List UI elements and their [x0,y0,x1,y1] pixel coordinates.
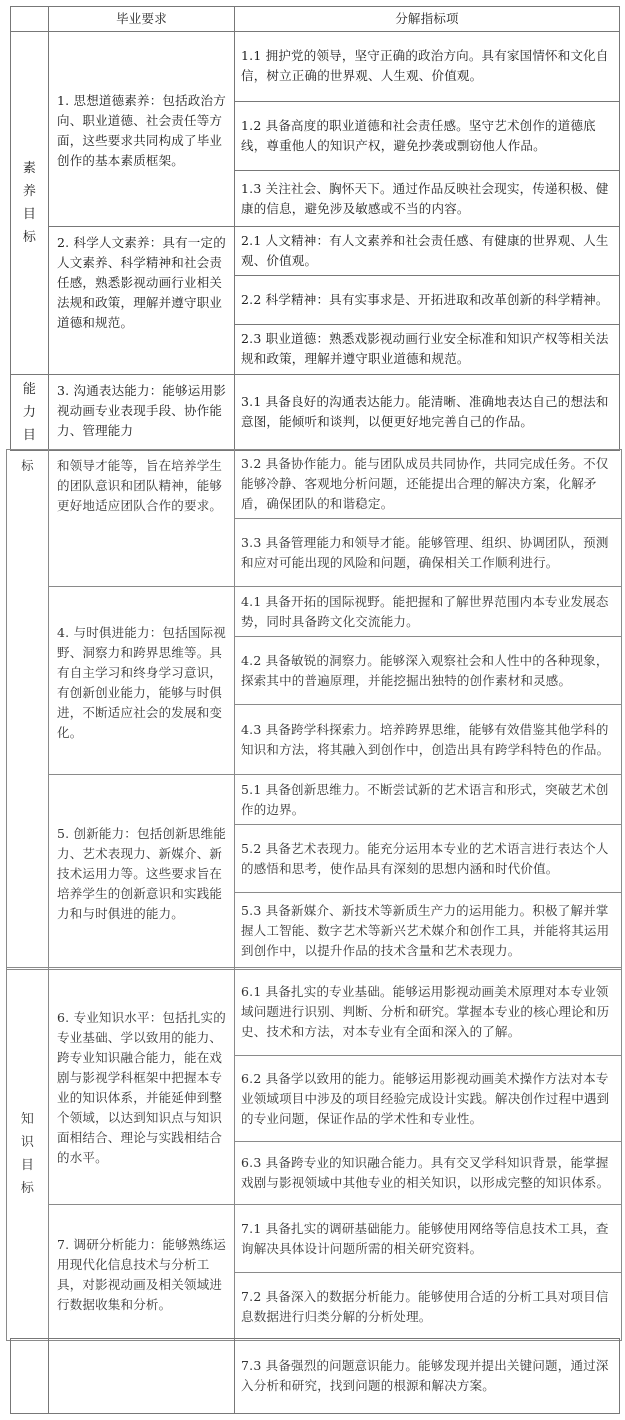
category-ability-top: 能力目 [11,374,49,450]
requirement-2: 2. 科学人文素养：具有一定的人文素养、科学精神和社会责任感，熟悉影视动画行业相关法规和政策，理解并遵守职业道德和规范。 [49,226,235,374]
requirement-3-top: 3. 沟通表达能力：能够运用影视动画专业表现手段、协作能力、管理能力 [49,374,235,450]
header-requirement: 毕业要求 [49,7,235,32]
empty-cell [11,1339,49,1414]
indicator-3-1: 3.1 具备良好的沟通表达能力。能清晰、准确地表达自己的想法和意图，能倾听和谈判，以便更好地完善自己的作品。 [235,374,620,450]
indicator-5-2: 5.2 具备艺术表现力。能充分运用本专业的艺术语言进行表达个人的感悟和思考，使作品具有深刻的思想内涵和时代价值。 [235,825,622,893]
indicator-1-2: 1.2 具备高度的职业道德和社会责任感。坚守艺术创作的道德底线，尊重他人的知识产权，避免抄袭或剽窃他人作品。 [235,101,620,170]
table-row [7,587,622,637]
table-segment-2 [6,449,622,969]
table-row [7,450,622,519]
indicator-6-1: 6.1 具备扎实的专业基础。能够运用影视动画美术原理对本专业领域问题进行识别、判断、分析和研究。掌握本专业的核心理论和历史、技术和方法，对本专业有全面和深入的了解。 [235,968,622,1056]
requirement-1: 1. 思想道德素养：包括政治方向、职业道德、社会责任等方面，这些要求共同构成了毕业创作的基本素质框架。 [49,31,235,226]
indicator-6-2: 6.2 具备学以致用的能力。能够运用影视动画美术操作方法对本专业领域项目中涉及的项目经验完成设计实践。解决创作过程中遇到的专业问题，保证作品的学术性和专业性。 [235,1056,622,1142]
requirement-5: 5. 创新能力：包括创新思维能力、艺术表现力、新媒介、新技术运用力等。这些要求旨在培养学生的创新意识和实践能力和与时俱进的能力。 [49,775,235,970]
table-segment-3 [6,967,622,1340]
category-literacy: 素养目标 [11,31,49,374]
indicator-7-3: 7.3 具备强烈的问题意识能力。能够发现并提出关键问题，通过深入分析和研究，找到问题的根源和解决方案。 [235,1339,620,1414]
requirement-6: 6. 专业知识水平：包括扎实的专业基础、学以致用的能力、跨专业知识融合能力，能在戏剧与影视学科框架中把握本专业的知识体系，并能延伸到整个领域，以达到知识点与知识面相结合、理论与实践相结合的水平。 [49,968,235,1205]
indicator-2-3: 2.3 职业道德：熟悉戏影视动画行业安全标准和知识产权等相关法规和政策，理解并遵守职业道德和规范。 [235,324,620,374]
requirement-7: 7. 调研分析能力：能够熟练运用现代化信息技术与分析工具，对影视动画及相关领域进行数据收集和分析。 [49,1205,235,1341]
table-row [11,374,620,450]
requirement-4: 4. 与时俱进能力：包括国际视野、洞察力和跨界思维等。具有自主学习和终身学习意识，有创新创业能力，能够与时俱进，不断适应社会的发展和变化。 [49,587,235,775]
indicator-7-2: 7.2 具备深入的数据分析能力。能够使用合适的分析工具对项目信息数据进行归类分解的分析处理。 [235,1273,622,1341]
table-row [11,31,620,101]
indicator-2-1: 2.1 人文精神：有人文素养和社会责任感、有健康的世界观、人生观、价值观。 [235,226,620,276]
indicator-4-3: 4.3 具备跨学科探索力。培养跨界思维，能够有效借鉴其他学科的知识和方法，将其融入到创作中，创造出具有跨学科特色的作品。 [235,705,622,775]
indicator-6-3: 6.3 具备跨专业的知识融合能力。具有交叉学科知识背景，能掌握戏剧与影视领域中其他专业的相关知识，以形成完整的知识体系。 [235,1142,622,1205]
indicator-1-3: 1.3 关注社会、胸怀天下。通过作品反映社会现实，传递积极、健康的信息，避免涉及敏感或不当的内容。 [235,171,620,227]
indicator-1-1: 1.1 拥护党的领导，坚守正确的政治方向。具有家国情怀和文化自信，树立正确的世界观、人生观、价值观。 [235,31,620,101]
table-segment-1 [10,6,620,451]
table-row [7,775,622,825]
table-row [11,1339,620,1414]
indicator-4-1: 4.1 具备开拓的国际视野。能把握和了解世界范围内本专业发展态势，同时具备跨文化交流能力。 [235,587,622,637]
table-row [7,1205,622,1273]
indicator-3-3: 3.3 具备管理能力和领导才能。能够管理、组织、协调团队，预测和应对可能出现的风险和问题，确保相关工作顺利进行。 [235,519,622,587]
category-ability-bottom: 标 [7,450,49,970]
table-segment-4 [10,1338,620,1413]
indicator-5-3: 5.3 具备新媒介、新技术等新质生产力的运用能力。积极了解并掌握人工智能、数字艺术等新兴艺术媒介和创作工具，并能将其运用到创作中，以提升作品的技术含量和艺术表现力。 [235,893,622,970]
category-knowledge: 知识目标 [7,968,49,1341]
requirement-3-bottom: 和领导才能等，旨在培养学生的团队意识和团队精神，能够更好地适应团队合作的要求。 [49,450,235,587]
indicator-4-2: 4.2 具备敏锐的洞察力。能够深入观察社会和人性中的各种现象，探索其中的普遍原理，并能挖掘出独特的创作素材和灵感。 [235,637,622,705]
header-row [11,7,620,32]
indicator-5-1: 5.1 具备创新思维力。不断尝试新的艺术语言和形式，突破艺术创作的边界。 [235,775,622,825]
indicator-2-2: 2.2 科学精神：具有实事求是、开拓进取和改革创新的科学精神。 [235,276,620,325]
header-indicator: 分解指标项 [235,7,620,32]
empty-cell [49,1339,235,1414]
table-row [11,226,620,276]
indicator-3-2: 3.2 具备协作能力。能与团队成员共同协作，共同完成任务。不仅能够冷静、客观地分析问题，还能提出合理的解决方案，化解矛盾，确保团队的和谐稳定。 [235,450,622,519]
header-blank [11,7,49,32]
indicator-7-1: 7.1 具备扎实的调研基础能力。能够使用网络等信息技术工具，查询解决具体设计问题所需的相关研究资料。 [235,1205,622,1273]
table-row [7,968,622,1056]
